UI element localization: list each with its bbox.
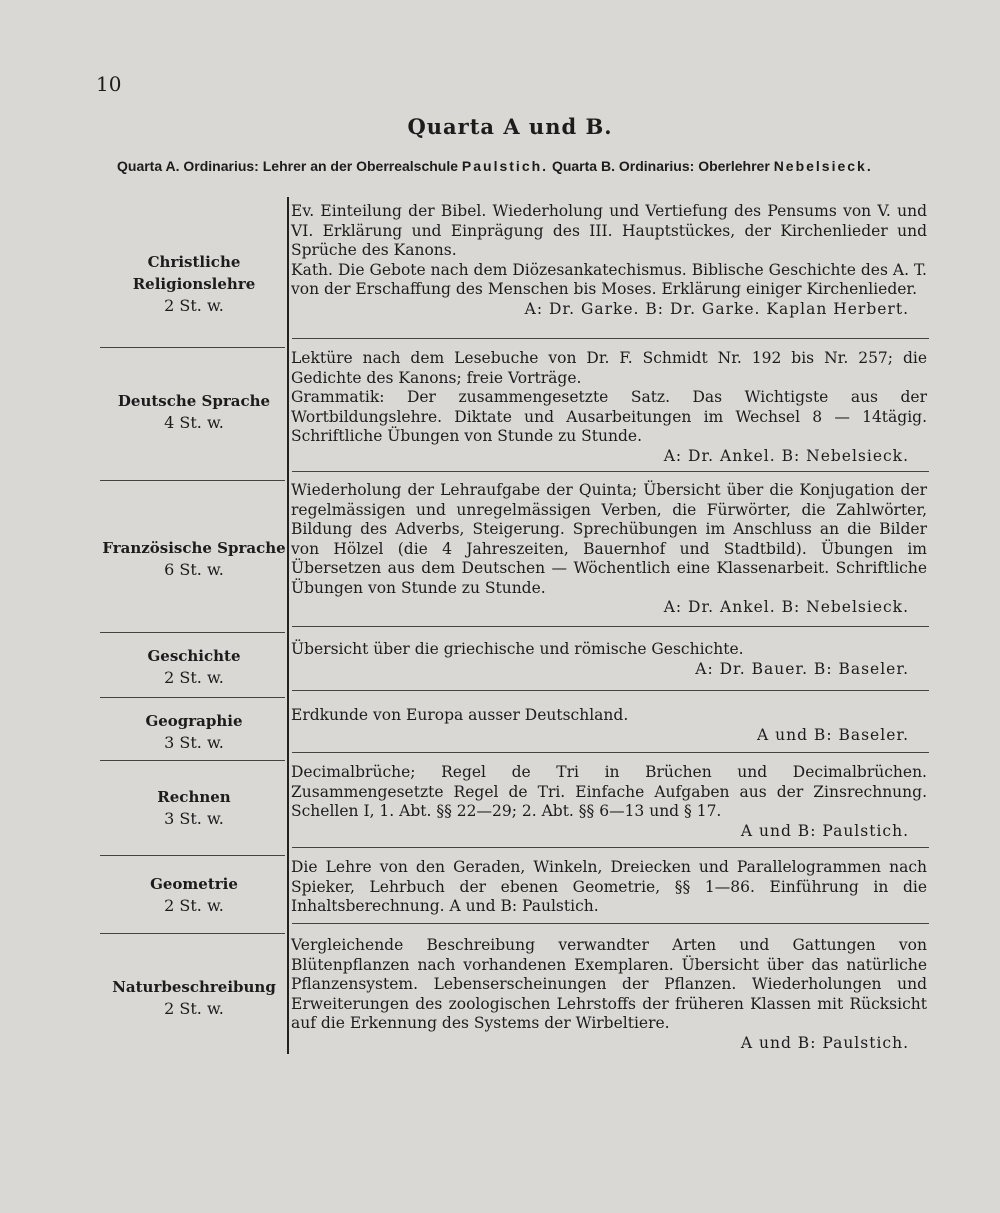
teacher-line: A: Dr. Ankel. B: Nebelsieck.	[663, 446, 909, 465]
row-separator	[292, 923, 929, 924]
subject-content-geschichte	[291, 640, 927, 679]
subject-hours: 3 St. w.	[164, 733, 224, 752]
subject-hours: 2 St. w.	[164, 896, 224, 915]
subject-label-naturbeschreibung	[95, 976, 293, 1020]
row-separator	[292, 626, 929, 627]
row-separator	[292, 338, 929, 339]
row-separator	[292, 752, 929, 753]
teacher-line: A: Dr. Garke. B: Dr. Garke. Kaplan Herbert.	[524, 299, 909, 318]
row-separator	[100, 933, 285, 934]
subject-name: Naturbeschreibung	[112, 978, 276, 996]
row-separator	[292, 847, 929, 848]
ordinarius-b-prefix: Quarta B. Ordinarius: Oberlehrer	[551, 158, 774, 174]
content-paragraph: Übersicht über die griechische und römische Geschichte.	[291, 640, 744, 658]
teacher-line: A: Dr. Ankel. B: Nebelsieck.	[663, 598, 909, 616]
column-divider	[287, 197, 289, 1054]
subject-content-geographie	[291, 706, 927, 745]
content-paragraph: Decimalbrüche; Regel de Tri in Brüchen und Decimalbrüchen. Zusammengesetzte Regel de Tri. Einfache Aufgaben aus der Zinsrechnung. Schellen I, 1. Abt. §§ 22—29; 2. Abt. §§ 6—13 und § 17.	[291, 763, 927, 820]
teacher-line: A: Dr. Bauer. B: Baseler.	[695, 659, 909, 678]
subject-hours: 4 St. w.	[164, 413, 224, 432]
content-paragraph: Erdkunde von Europa ausser Deutschland.	[291, 706, 629, 724]
subject-content-deutsch	[291, 349, 927, 466]
subject-hours: 2 St. w.	[164, 999, 224, 1018]
ordinarius-a-prefix: Quarta A. Ordinarius: Lehrer an der Oberrealschule	[117, 158, 462, 174]
subject-content-geometrie	[291, 858, 927, 917]
subject-name: Christliche Religionslehre	[132, 253, 256, 293]
subject-label-franzoesisch	[95, 537, 293, 581]
content-paragraph: Die Lehre von den Geraden, Winkeln, Dreiecken und Parallelogrammen nach Spieker, Lehrbuch der ebenen Geometrie, §§ 1—86. Einführung in die Inhaltsberechnung. A und B: Paulstich.	[291, 858, 927, 915]
subject-label-geschichte	[95, 645, 293, 689]
subject-hours: 6 St. w.	[164, 560, 224, 579]
subject-label-rechnen	[95, 786, 293, 830]
subject-label-religion	[95, 251, 293, 317]
ordinarius-line	[117, 158, 917, 174]
subject-content-rechnen	[291, 763, 927, 841]
subject-hours: 2 St. w.	[164, 668, 224, 687]
ordinarius-a-name: Paulstich.	[461, 158, 549, 174]
subject-name: Geographie	[145, 712, 243, 730]
subject-content-religion	[291, 202, 927, 319]
content-paragraph: Vergleichende Beschreibung verwandter Arten und Gattungen von Blütenpflanzen nach vorhandenen Exemplaren. Übersicht über das natürliche Pflanzensystem. Lebenserscheinungen der Pflanzen. Wiederholungen und Erweiterungen des zoologischen Lehrstoffs der früheren Klassen mit Rücksicht auf die Erkennung des Systems der Wirbeltiere.	[291, 936, 927, 1032]
subject-content-franzoesisch	[291, 481, 927, 618]
subject-hours: 2 St. w.	[164, 296, 224, 315]
page-title: Quarta A und B.	[407, 114, 613, 139]
teacher-line: A und B: Baseler.	[757, 725, 909, 744]
content-paragraph: Wiederholung der Lehraufgabe der Quinta; Übersicht über die Konjugation der regelmässigen und unregelmässigen Verben, die Fürwörter, die Zahlwörter, Bildung des Adverbs, Steigerung. Sprechübungen im Anschluss an die Bilder von Hölzel (die 4 Jahreszeiten, Bauernhof und Stadtbild). Übungen im Übersetzen aus dem Deutschen — Wöchentlich eine Klassenarbeit. Schriftliche Übungen von Stunde zu Stunde.	[291, 481, 927, 597]
subject-label-geographie	[95, 710, 293, 754]
row-separator	[100, 760, 285, 761]
row-separator	[100, 632, 285, 633]
subject-label-deutsch	[95, 390, 293, 434]
subject-label-geometrie	[95, 873, 293, 917]
content-paragraph: Ev. Einteilung der Bibel. Wiederholung und Vertiefung des Pensums von V. und VI. Erklärung und Einprägung des III. Hauptstückes, der Kirchenlieder und Sprüche des Kanons.	[291, 202, 927, 259]
content-paragraph: Lektüre nach dem Lesebuche von Dr. F. Schmidt Nr. 192 bis Nr. 257; die Gedichte des Kanons; freie Vorträge.	[291, 349, 927, 387]
subject-hours: 3 St. w.	[164, 809, 224, 828]
teacher-line: A und B: Paulstich.	[740, 821, 909, 840]
content-paragraph: Kath. Die Gebote nach dem Diözesankatechismus. Biblische Geschichte des A. T. von der Erschaffung des Menschen bis Moses. Erklärung einiger Kirchenlieder.	[291, 260, 927, 298]
subject-name: Geometrie	[150, 875, 238, 893]
ordinarius-b-name: Nebelsieck.	[773, 158, 873, 174]
teacher-line: A und B: Paulstich.	[740, 1033, 909, 1052]
subject-name: Französische Sprache	[102, 539, 286, 557]
subject-name: Rechnen	[157, 788, 231, 806]
subject-name: Geschichte	[147, 647, 241, 665]
row-separator	[292, 471, 929, 472]
row-separator	[100, 697, 285, 698]
subject-content-naturbeschreibung	[291, 936, 927, 1053]
row-separator	[100, 347, 285, 348]
subject-name: Deutsche Sprache	[117, 392, 271, 410]
row-separator	[100, 855, 285, 856]
content-paragraph: Grammatik: Der zusammengesetzte Satz. Das Wichtigste aus der Wortbildungslehre. Diktate und Ausarbeitungen im Wechsel 8 — 14tägig. Schriftliche Übungen von Stunde zu Stunde.	[291, 388, 927, 445]
row-separator	[292, 690, 929, 691]
page-number: 10	[96, 72, 122, 96]
row-separator	[100, 480, 285, 481]
